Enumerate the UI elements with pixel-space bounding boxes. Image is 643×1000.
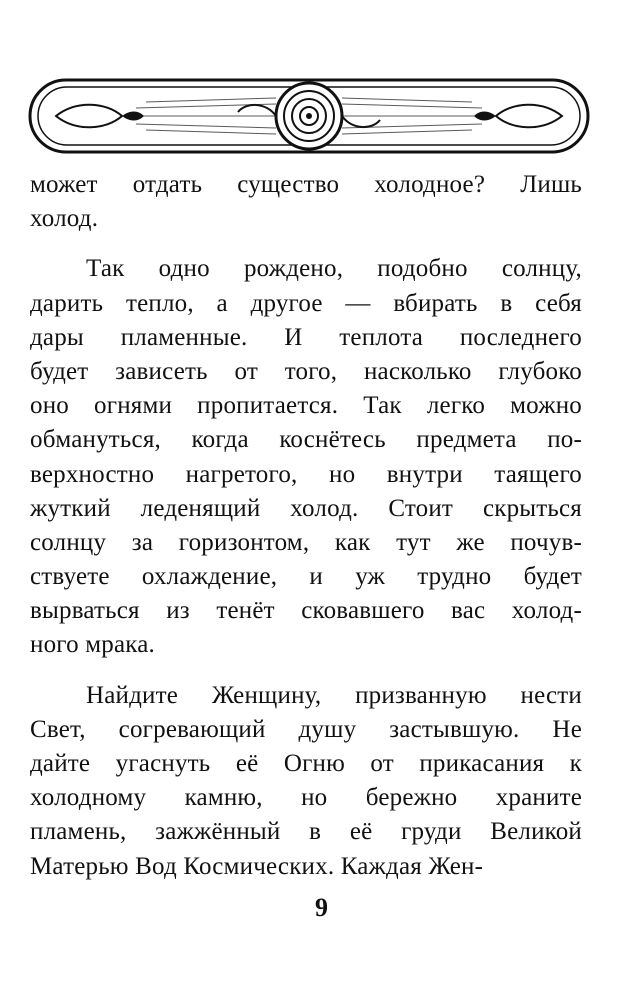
paragraph-gap [30, 236, 582, 252]
text-line: ного мрака. [30, 631, 155, 659]
text-line: холод. [30, 205, 99, 233]
text-line: Матерью Вод Космических. Каждая Жен- [30, 852, 484, 880]
text-line: может отдать существо холодное? Лишь [30, 171, 582, 198]
text-line: солнцу за горизонтом, как тут же почув- [30, 528, 582, 556]
text-line: оно огнями пропитается. Так легко можно [30, 392, 582, 420]
paragraph [30, 679, 582, 884]
text-line: жуткий леденящий холод. Стоит скрыться [30, 494, 582, 522]
text-line: дары пламенные. И теплота последнего [30, 323, 582, 351]
page-number: 9 [315, 893, 328, 922]
paragraph [30, 252, 582, 662]
text-line: дайте угаснуть её Огню от прикасания к [30, 750, 582, 777]
paragraph [30, 168, 582, 236]
text-line: дарить тепло, а другое — вбирать в себя [30, 289, 582, 317]
decorative-header-ornament-icon [26, 72, 592, 160]
text-line: Так одно рождено, подобно солнцу, [86, 255, 582, 283]
body-text [30, 168, 582, 884]
text-line: обмануться, когда коснётесь предмета по- [30, 426, 582, 454]
text-line: будет зависеть от того, насколько глубоко [30, 357, 582, 385]
paragraph-gap [30, 663, 582, 679]
text-line: вырваться из тенёт сковавшего вас холод- [30, 597, 582, 625]
text-line: Найдите Женщину, призванную нести [86, 681, 582, 709]
text-line: ствуете охлаждение, и уж трудно будет [30, 563, 582, 591]
text-line: верхностно нагретого, но внутри таящего [30, 460, 582, 488]
text-line: холодному камню, но бережно храните [30, 784, 582, 812]
text-line: пламень, зажжённый в её груди Великой [30, 818, 582, 846]
text-line: Свет, согревающий душу застывшую. Не [30, 715, 582, 743]
